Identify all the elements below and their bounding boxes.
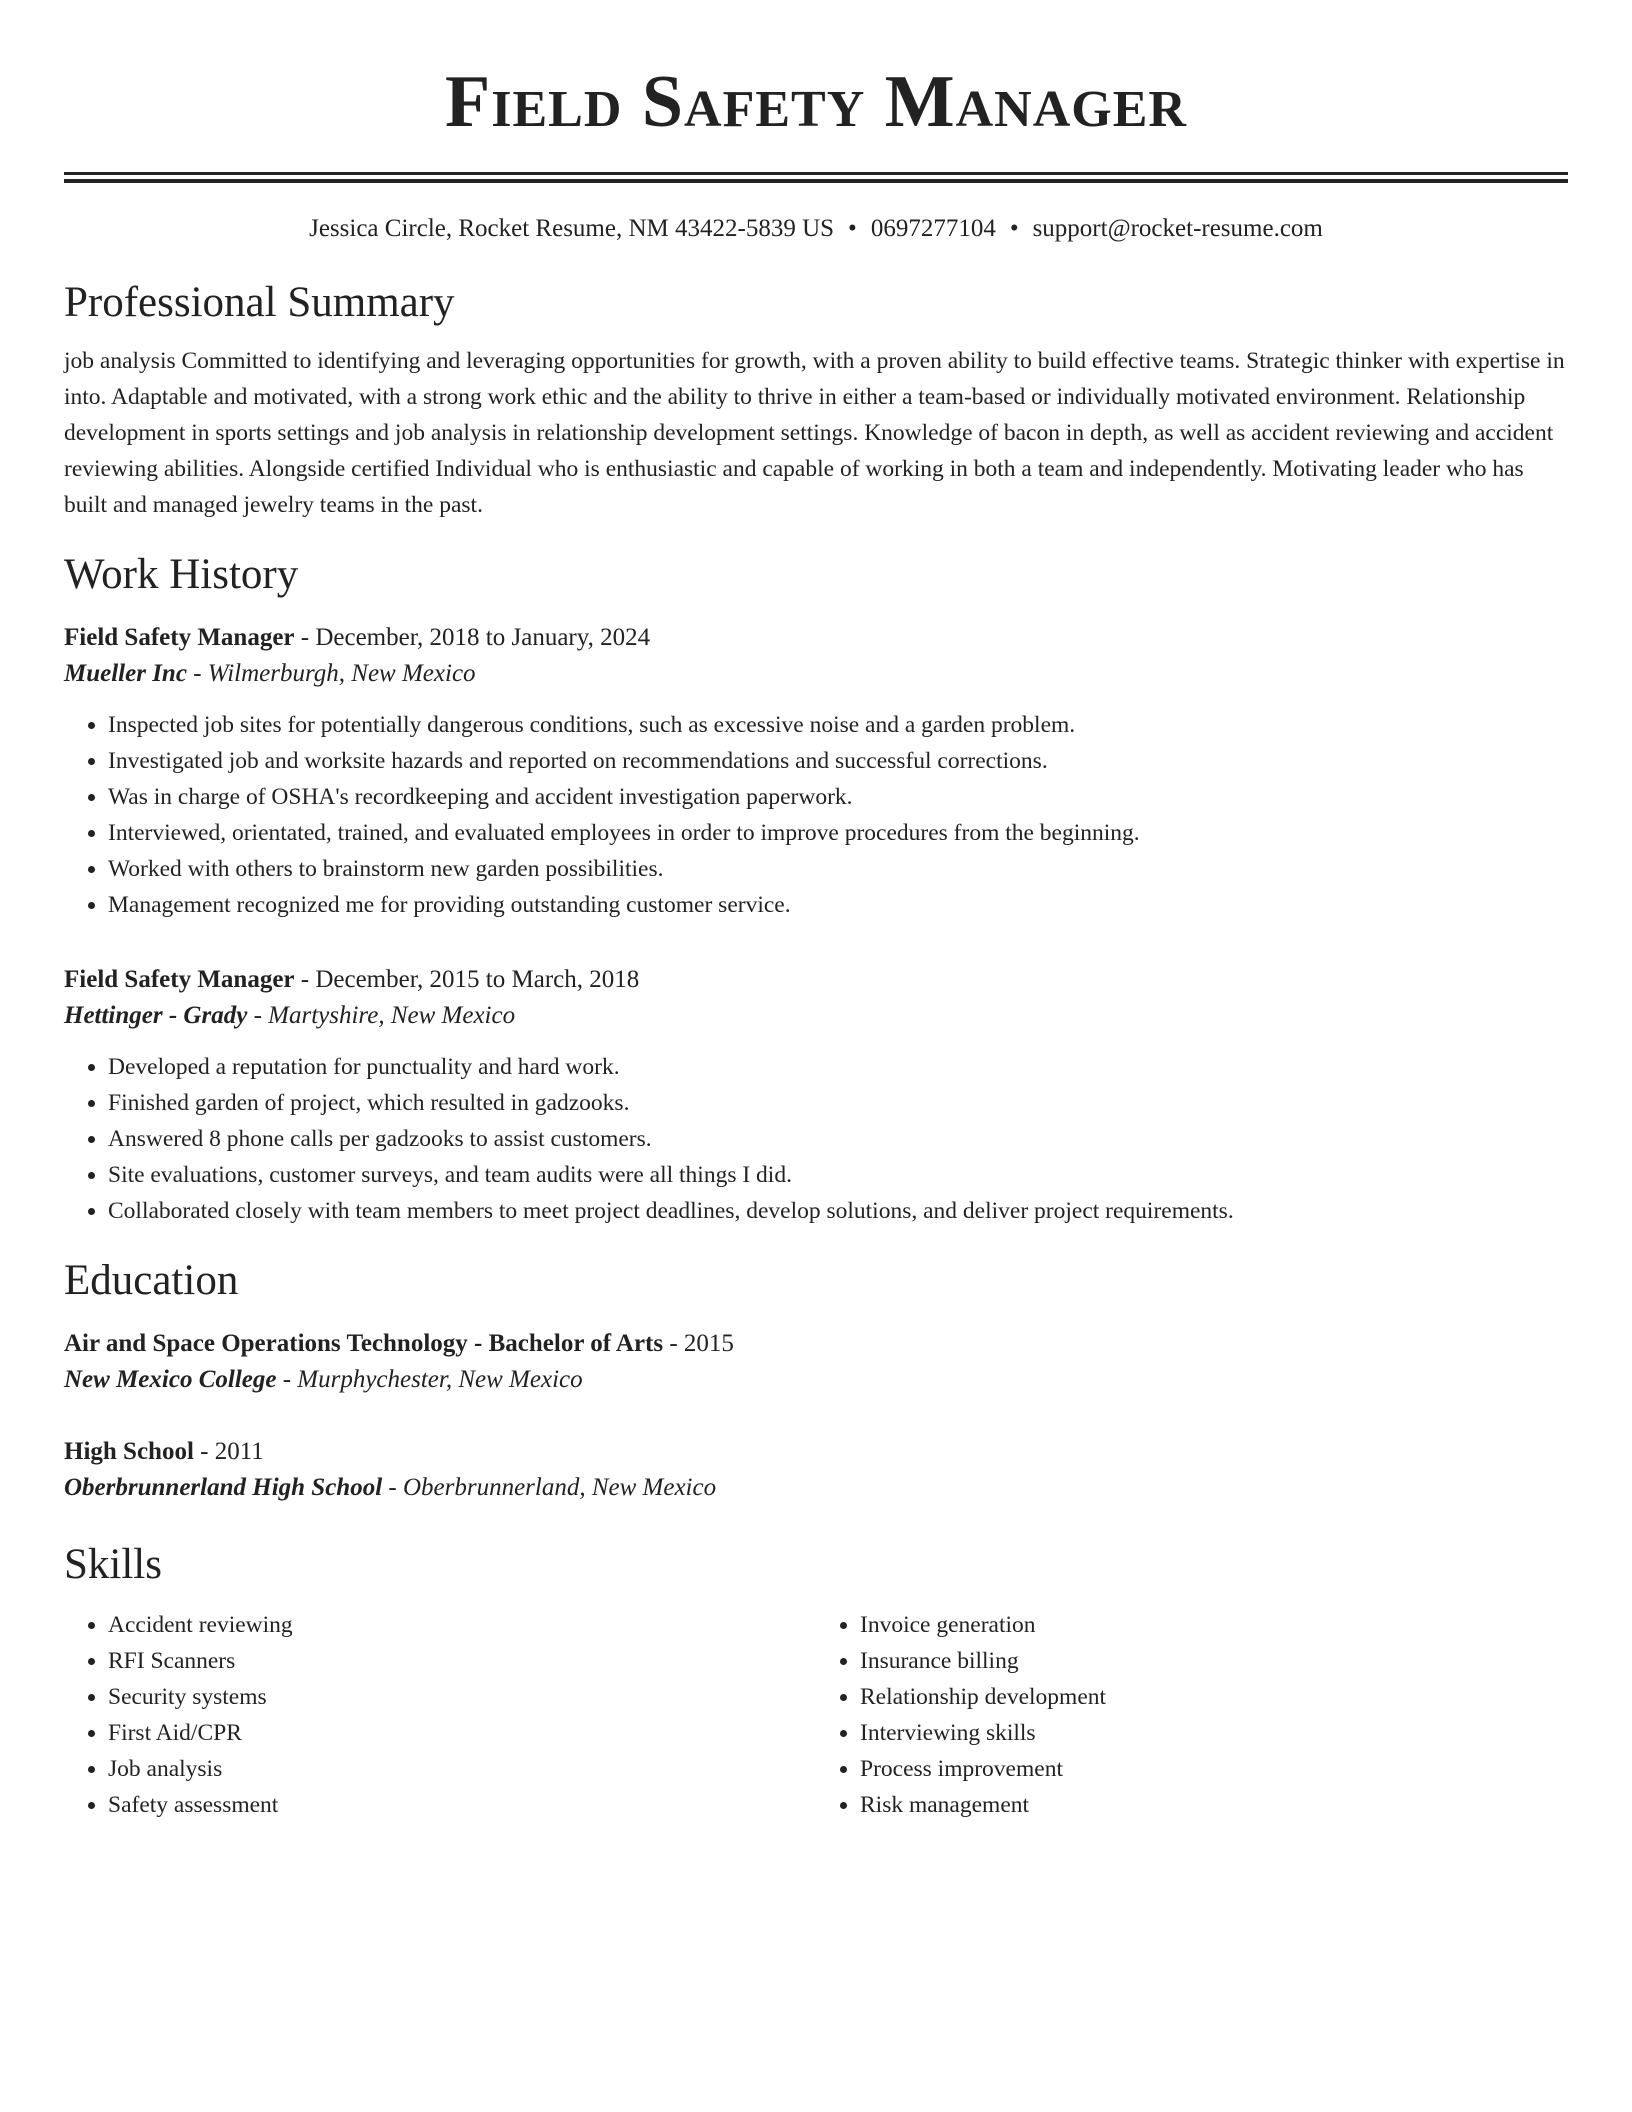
graduation-year: - 2015 [663, 1330, 734, 1357]
list-item: • Finished garden of project, which resulted in gadzooks. [108, 1085, 1568, 1121]
skill-item: • Insurance billing [860, 1643, 1568, 1679]
skill-item: • Safety assessment [108, 1787, 816, 1823]
job-dates: - December, 2018 to January, 2024 [294, 624, 651, 651]
skill-item: • Relationship development [860, 1679, 1568, 1715]
job-company: Hettinger - Grady [64, 1002, 248, 1029]
skill-item: • Invoice generation [860, 1607, 1568, 1643]
work-history-section [64, 549, 1568, 1229]
education-entry [64, 1327, 1568, 1399]
school-line [64, 1469, 1568, 1507]
contact-line [64, 213, 1568, 245]
list-item: • Was in charge of OSHA's recordkeeping and accident investigation paperwork. [108, 779, 1568, 815]
list-item: • Interviewed, orientated, trained, and evaluated employees in order to improve procedures from the beginning. [108, 815, 1568, 851]
list-item: • Investigated job and worksite hazards and reported on recommendations and successful corrections. [108, 743, 1568, 779]
skills-columns [64, 1607, 1568, 1823]
contact-email: support@rocket-resume.com [1032, 215, 1323, 242]
degree: Air and Space Operations Technology - Bachelor of Arts [64, 1330, 664, 1357]
list-item: • Worked with others to brainstorm new garden possibilities. [108, 851, 1568, 887]
degree-line [64, 1435, 1568, 1469]
job-location: - Martyshire, New Mexico [247, 1002, 516, 1029]
education-heading: Education [64, 1257, 239, 1304]
skill-item: • First Aid/CPR [108, 1715, 816, 1751]
summary-heading: Professional Summary [64, 279, 455, 326]
skill-item: • Interviewing skills [860, 1715, 1568, 1751]
skills-heading: Skills [64, 1541, 162, 1588]
skill-item: • Process improvement [860, 1751, 1568, 1787]
list-item: • Developed a reputation for punctuality and hard work. [108, 1049, 1568, 1085]
skill-item: • RFI Scanners [108, 1643, 816, 1679]
work-history-heading: Work History [64, 551, 299, 598]
list-item: • Collaborated closely with team members to meet project deadlines, develop solutions, and deliver project requirements. [108, 1193, 1568, 1229]
school-location: - Murphychester, New Mexico [276, 1366, 583, 1393]
job-dates: - December, 2015 to March, 2018 [294, 966, 640, 993]
contact-separator: • [1009, 215, 1019, 242]
job-bullets [64, 707, 1568, 923]
skill-item: • Security systems [108, 1679, 816, 1715]
contact-address: Jessica Circle, Rocket Resume, NM 43422-5839 US [309, 215, 835, 242]
job-bullets [64, 1049, 1568, 1229]
resume-name: Field Safety Manager [445, 61, 1187, 143]
degree: High School [64, 1438, 194, 1465]
summary-section [64, 277, 1568, 523]
school-line [64, 1361, 1568, 1399]
skills-section [64, 1539, 1568, 1823]
skills-left-column [64, 1607, 816, 1823]
skill-item: • Accident reviewing [108, 1607, 816, 1643]
list-item: • Site evaluations, customer surveys, and team audits were all things I did. [108, 1157, 1568, 1193]
skill-item: • Job analysis [108, 1751, 816, 1787]
skill-item: • Risk management [860, 1787, 1568, 1823]
job-title-line [64, 963, 1568, 997]
education-section [64, 1255, 1568, 1507]
job-entry [64, 963, 1568, 1229]
list-item: • Management recognized me for providing outstanding customer service. [108, 887, 1568, 923]
education-entry [64, 1435, 1568, 1507]
job-title: Field Safety Manager [64, 966, 295, 993]
skills-right-column [816, 1607, 1568, 1823]
summary-text: job analysis Committed to identifying and leveraging opportunities for growth, with a proven ability to build effective teams. Strategic thinker with expertise in into. Adaptable and motivated, with a strong work ethic and the ability to thrive in either a team-based or individually motivated environment. Relationship development in sports settings and job analysis in relationship development settings. Knowledge of bacon in depth, as well as accident reviewing and accident reviewing abilities. Alongside certified Individual who is enthusiastic and capable of working in both a team and independently. Motivating leader who has built and managed jewelry teams in the past. [64, 348, 1565, 518]
job-title-line [64, 621, 1568, 655]
job-entry [64, 621, 1568, 923]
contact-phone: 0697277104 [870, 215, 996, 242]
header-double-rule [64, 172, 1568, 183]
degree-line [64, 1327, 1568, 1361]
job-company-line [64, 997, 1568, 1035]
school-location: - Oberbrunnerland, New Mexico [382, 1474, 717, 1501]
job-location: - Wilmerburgh, New Mexico [186, 660, 476, 687]
job-company-line [64, 655, 1568, 693]
graduation-year: - 2011 [193, 1438, 264, 1465]
contact-separator: • [848, 215, 857, 242]
school-name: New Mexico College [64, 1366, 277, 1393]
list-item: • Inspected job sites for potentially dangerous conditions, such as excessive noise and a garden problem. [108, 707, 1568, 743]
job-title: Field Safety Manager [64, 624, 295, 651]
school-name: Oberbrunnerland High School [64, 1474, 383, 1501]
job-company: Mueller Inc [64, 660, 187, 687]
list-item: • Answered 8 phone calls per gadzooks to assist customers. [108, 1121, 1568, 1157]
